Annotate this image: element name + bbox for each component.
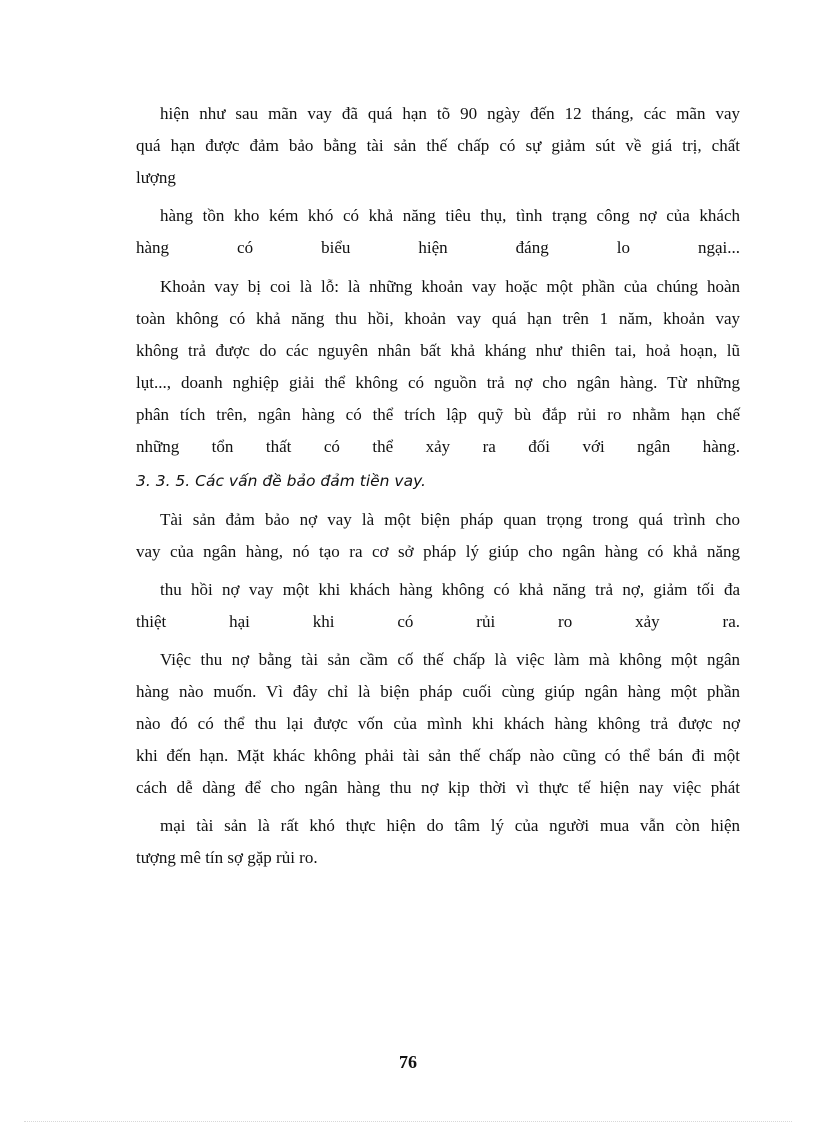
footer-rule [24,1121,792,1122]
text-line: hàng nào muốn. Vì đây chỉ là biện pháp cuối cùng giúp ngân hàng một phần [136,682,740,701]
text-line: hàng tồn kho kém khó có khả năng tiêu thụ, tình trạng công nợ của khách [160,206,740,225]
text-line: thu hồi nợ vay một khi khách hàng không có khả năng trả nợ, giảm tối đa [160,580,740,599]
text-line: những tổn thất có thể xảy ra đối với ngân hàng. [136,437,740,456]
text-line: mại tài sản là rất khó thực hiện do tâm lý của người mua vẫn còn hiện [160,816,740,835]
text-line: vay của ngân hàng, nó tạo ra cơ sở pháp lý giúp cho ngân hàng có khả năng [136,542,740,561]
text-line: phân tích trên, ngân hàng có thể trích lập quỹ bù đắp rủi ro nhằm hạn chế [136,405,740,424]
text-line: khi đến hạn. Mặt khác không phải tài sản thế chấp nào cũng có thể bán đi một [136,746,740,765]
text-line: lượng [136,168,176,187]
text-line: nào đó có thể thu lại được vốn của mình khi khách hàng không trả được nợ [136,714,740,733]
text-line: thiệt hại khi có rủi ro xảy ra. [136,612,740,631]
text-line: Việc thu nợ bằng tài sản cầm cố thế chấp là việc làm mà không một ngân [160,650,740,669]
text-line: quá hạn được đảm bảo bằng tài sản thế chấp có sự giảm sút về giá trị, chất [136,136,740,155]
text-line: hàng có biểu hiện đáng lo ngại... [136,238,740,257]
page-number: 76 [399,1052,417,1072]
text-line: toàn không có khả năng thu hồi, khoản vay quá hạn trên 1 năm, khoản vay [136,309,740,328]
text-line: không trả được do các nguyên nhân bất khả kháng như thiên tai, hoả hoạn, lũ [136,341,740,360]
text-line: lụt..., doanh nghiệp giải thể không có nguồn trả nợ cho ngân hàng. Từ những [136,373,740,392]
text-line: Khoản vay bị coi là lỗ: là những khoản vay hoặc một phần của chúng hoàn [160,277,740,296]
text-line: tượng mê tín sợ gặp rủi ro. [136,848,318,867]
section-heading: 3. 3. 5. Các vấn đề bảo đảm tiền vay. [136,472,426,490]
text-line: cách dễ dàng để cho ngân hàng thu nợ kịp thời vì thực tế hiện nay việc phát [136,778,740,797]
text-line: hiện như sau mãn vay đã quá hạn tõ 90 ngày đến 12 tháng, các mãn vay [160,104,740,123]
text-line: Tài sản đảm bảo nợ vay là một biện pháp quan trọng trong quá trình cho [160,510,740,529]
